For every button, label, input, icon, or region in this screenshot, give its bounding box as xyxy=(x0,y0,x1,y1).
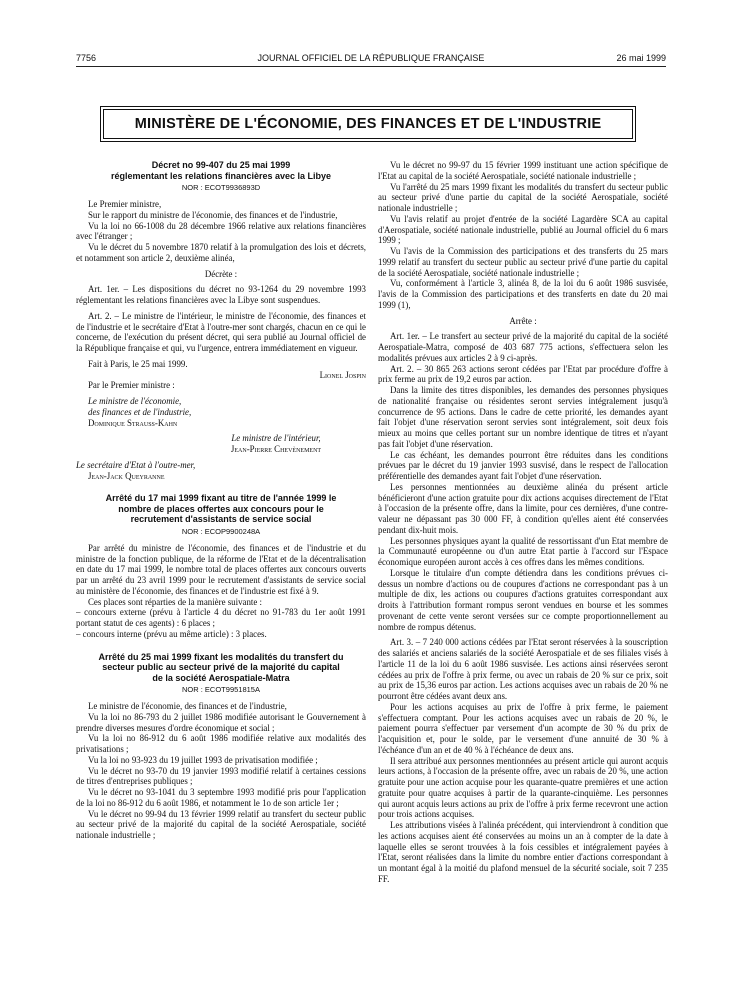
arrete-3-nor: NOR : ECOT9951815A xyxy=(182,685,260,694)
paragraph: Le Premier ministre, xyxy=(88,199,162,209)
page-number: 7756 xyxy=(76,53,97,63)
decrete-label: Décrète : xyxy=(204,268,238,279)
issue-date: 26 mai 1999 xyxy=(616,53,666,63)
paragraph: Les attributions visées à l'alinéa précédent, qui interviendront à condition que les actions acquises aient été conservées au moins un an à compter de la date à laquelle elles se seront trouvées à la fois cessibles et intégralement payées à l'Etat, seront réalisées dans la limite du nombre entier d'actions correspondant à un montant égal à la moitié du plafond mensuel de la sécurité sociale, soit 7 235 FF. xyxy=(378,820,668,884)
paragraph: Vu le décret no 93-1041 du 3 septembre 1993 modifié pris pour l'application de la loi no 86-912 du 6 août 1986, et notamment le 1o de son article 1er ; xyxy=(76,787,366,808)
arrete-3-title-3: de la société Aerospatiale-Matra xyxy=(152,672,290,683)
par-premier-ministre: Par le Premier ministre : xyxy=(88,380,175,391)
arrete-2-title-3: recrutement d'assistants de service social xyxy=(130,514,312,525)
decree-nor: NOR : ECOT9936893D xyxy=(181,183,261,192)
paragraph: Vu la loi no 93-923 du 19 juillet 1993 de privatisation modifiée ; xyxy=(88,754,318,765)
article-1: Art. 1er. – Les dispositions du décret no 93-1264 du 29 novembre 1993 réglementant les relations financières avec la Libye sont suspendues. xyxy=(76,284,366,305)
signature-pm: Lionel Jospin xyxy=(319,369,366,380)
signature-economy: Dominique Strauss-Kahn xyxy=(88,417,178,428)
paragraph: Vu l'avis de la Commission des participations et des transferts du 25 mars 1999 relatif au transfert du secteur public au secteur privé d'une partie du capital de la société Aerospatiale, société nationale industrielle ; xyxy=(378,246,668,278)
left-column xyxy=(76,160,366,972)
paragraph: Le cas échéant, les demandes pourront être réduites dans les conditions prévues par le décret du 19 janvier 1993 susvisé, dans le respect de l'allocation préférentielle des demandes ayant fait l'objet d'une réservation. xyxy=(378,449,668,481)
paragraph: Vu le décret no 99-94 du 13 février 1999 relatif au transfert du secteur public au secteur privé de la majorité du capital de la société Aerospatiale, société nationale industrielle ; xyxy=(76,808,366,840)
list-item: – concours externe (prévu à l'article 4 du décret no 91-783 du 1er août 1991 portant statut de ces agents) : 6 places ; xyxy=(76,607,366,628)
paragraph: Il sera attribué aux personnes mentionnées au présent article qui auront acquis leurs actions, à l'occasion de la présente offre, avec un rabais de 20 %, une action gratuite pour une action acquise pour les quarante-quatre premières et une action gratuite pour quatre acquises à partir de la quarante-cinquième. Les personnes qui auront acquis leurs actions au prix de l'offre à prix ferme recevront une action pour trois actions acquises. xyxy=(378,755,668,820)
arrete-3-title: Arrêté du 25 mai 1999 fixant les modalités du transfert du xyxy=(98,651,344,662)
signature-outre-mer: Jean-Jack Queyranne xyxy=(88,470,165,481)
minister-economy-title-2: des finances et de l'industrie, xyxy=(88,406,192,417)
paragraph: Ces places sont réparties de la manière suivante : xyxy=(88,596,262,607)
decree-title: Décret no 99-407 du 25 mai 1999 xyxy=(151,160,291,170)
paragraph: Vu le décret no 93-70 du 19 janvier 1993 modifié relatif à certaines cessions de titres d'entreprises publiques ; xyxy=(76,765,366,787)
paragraph: Vu la loi no 86-912 du 6 août 1986 modifiée relative aux modalités des privatisations ; xyxy=(76,733,366,754)
paragraph: Le ministre de l'économie, des finances et de l'industrie, xyxy=(88,701,287,711)
arrete-2-title-2: nombre de places offertes aux concours pour le xyxy=(118,503,324,514)
paragraph: Pour les actions acquises au prix de l'offre à prix ferme, le paiement s'effectuera comptant. Pour les actions acquises avec un rabais de 20 %, le paiement pourra s'effectuer par versement d'un acompte de 30 % du prix de l'acquisition et, pour le solde, par le versement d'une annuité de 30 % à l'échéance d'un an et de 40 % à l'échéance de deux ans. xyxy=(378,701,668,755)
article-1: Art. 1er. – Le transfert au secteur privé de la majorité du capital de la société Aerospatiale-Matra, composé de 403 687 775 actions, s'effectuera selon les modalités prévues aux articles 2 à 9 ci-après. xyxy=(378,331,668,363)
ministry-title: MINISTÈRE DE L'ÉCONOMIE, DES FINANCES ET DE L'INDUSTRIE xyxy=(134,116,602,132)
ministry-banner xyxy=(103,109,633,139)
paragraph: Vu la loi no 86-793 du 2 juillet 1986 modifiée autorisant le Gouvernement à prendre diverses mesures d'ordre économique et social ; xyxy=(76,711,366,733)
paragraph: Les personnes physiques ayant la qualité de ressortissant d'un Etat membre de la Communauté européenne ou d'un autre Etat partie à l'accord sur l'Espace économique européen auront accès à ces offres dans les mêmes conditions. xyxy=(378,535,668,567)
arrete-label: Arrête : xyxy=(509,315,537,326)
arrete-2-nor: NOR : ECOP9900248A xyxy=(181,526,261,536)
secretary-outre-mer-title: Le secrétaire d'Etat à l'outre-mer, xyxy=(76,459,196,470)
signature-interior: Jean-Pierre Chevènement xyxy=(230,444,322,454)
right-column xyxy=(378,160,668,972)
paragraph: Dans la limite des titres disponibles, les demandes des personnes physiques de nationalité française ou résidentes seront servies intégralement jusqu'à concurrence de 95 actions. Dans le cadre de cette priorité, les demandes ayant fait l'objet d'une réservation seront servies sont intégralement, soit deux fois mieux au moins que celles portant sur un nombre identique de titres et n'ayant pas fait l'objet d'une réservation. xyxy=(378,385,668,449)
decree-subtitle: réglementant les relations financières avec la Libye xyxy=(110,170,332,181)
minister-economy-title: Le ministre de l'économie, xyxy=(88,396,182,406)
paragraph: Sur le rapport du ministre de l'économie, des finances et de l'industrie, xyxy=(88,209,338,220)
paragraph: Vu l'avis relatif au projet d'entrée de la société Lagardère SCA au capital d'Aerospatiale, société nationale industrielle, publié au Journal officiel du 6 mars 1999 ; xyxy=(378,213,668,246)
paragraph: Par arrêté du ministre de l'économie, des finances et de l'industrie et du ministre de la fonction publique, de la réforme de l'Etat et de la décentralisation en date du 17 mai 1999, le nombre total de places offertes aux concours ouverts par un arrêté du 23 avril 1999 pour le recrutement d'assistants de service social au ministère de l'économie, des finances et de l'industrie est fixé à 9. xyxy=(76,542,366,596)
paragraph: Lorsque le titulaire d'un compte détiendra dans les conditions prévues ci-dessus un nombre d'actions ou de coupures d'actions ne correspondant pas à un multiple de dix, les actions ou coupures d'actions gratuites correspondant aux droits à l'attribution formant rompus seront vendues en bourse et les sommes provenant de cette vente seront versées sur ce compte proportionnellement au nombre de rompus détenus. xyxy=(378,567,668,632)
fait-a-paris: Fait à Paris, le 25 mai 1999. xyxy=(88,358,188,369)
list-item: – concours interne (prévu au même article) : 3 places. xyxy=(76,628,267,639)
paragraph: Vu, conformément à l'article 3, alinéa 8, de la loi du 6 août 1986 susvisée, l'avis de la Commission des participations et des transferts en date du 20 mai 1999 (1), xyxy=(378,278,668,310)
minister-interior-title: Le ministre de l'intérieur, xyxy=(231,433,321,444)
paragraph: Les personnes mentionnées au deuxième alinéa du présent article bénéficieront d'une action gratuite pour dix actions acquises directement de l'Etat à l'occasion de la présente offre, dans la limite, pour ces dernières, d'une contre-valeur ne dépassant pas 30 000 FF, à condition qu'elles aient été conservées pendant dix-huit mois. xyxy=(378,481,668,535)
article-2: Art. 2. – Le ministre de l'intérieur, le ministre de l'économie, des finances et de l'industrie et le secrétaire d'Etat à l'outre-mer sont chargés, chacun en ce qui le concerne, de l'exécution du présent décret, qui sera publié au Journal officiel de la République française et qui, vu l'urgence, entrera immédiatement en vigueur. xyxy=(76,310,366,353)
arrete-2-title: Arrêté du 17 mai 1999 fixant au titre de l'année 1999 le xyxy=(105,493,337,504)
article-2: Art. 2. – 30 865 263 actions seront cédées par l'Etat par procédure d'offre à prix ferme au prix de 19,2 euros par action. xyxy=(378,363,668,385)
paragraph: Vu le décret no 99-97 du 15 février 1999 instituant une action spécifique de l'Etat au capital de la société Aerospatiale, société nationale industrielle ; xyxy=(378,160,668,181)
header-rule xyxy=(76,66,666,67)
page-header xyxy=(76,53,666,67)
paragraph: Vu la loi no 66-1008 du 28 décembre 1966 relative aux relations financières avec l'étranger ; xyxy=(76,220,366,242)
paragraph: Vu l'arrêté du 25 mars 1999 fixant les modalités du transfert du secteur public au secteur privé d'une partie du capital de la société Aerospatiale, société nationale industrielle ; xyxy=(378,181,668,213)
article-3: Art. 3. – 7 240 000 actions cédées par l'Etat seront réservées à la souscription des salariés et anciens salariés de la société Aerospatiale et de ses filiales visés à l'article 11 de la loi du 6 août 1986 susvisée. Les actions ainsi réservées seront cédées au prix de l'offre à prix ferme, ou avec un rabais de 20 % sur ce prix, soit au prix de 15,36 euros par action. Les actions acquises avec un rabais de 20 % ne pourront être cédées avant deux ans. xyxy=(378,637,668,701)
arrete-3-title-2: secteur public au secteur privé de la majorité du capital xyxy=(102,662,340,672)
paragraph: Vu le décret du 5 novembre 1870 relatif à la promulgation des lois et décrets, et notamment son article 2, deuxième alinéa, xyxy=(76,242,366,263)
journal-title: JOURNAL OFFICIEL DE LA RÉPUBLIQUE FRANÇAISE xyxy=(257,53,485,63)
